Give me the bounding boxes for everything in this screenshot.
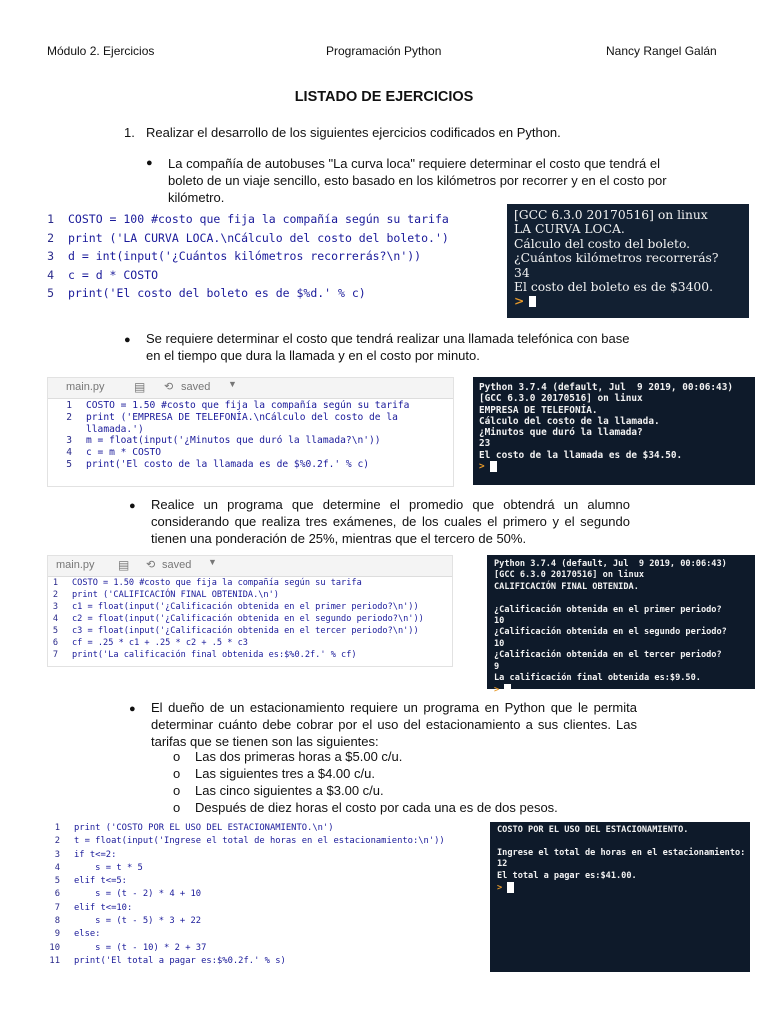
terminal-prompt-line[interactable] (479, 461, 755, 472)
line-number: 3 (54, 849, 60, 860)
cursor[interactable] (529, 296, 536, 307)
terminal-line: [GCC 6.3.0 20170516] on linux (514, 208, 708, 222)
code-text: c = m * COSTO (86, 447, 162, 459)
line-number: 10 (49, 942, 60, 953)
line-number: 7 (52, 650, 58, 660)
terminal-prompt-line[interactable] (497, 882, 750, 894)
code-line (44, 266, 484, 285)
code-line (48, 400, 448, 412)
code-text: COSTO = 1.50 #costo que fija la compañía según su tarifa (72, 578, 362, 588)
code-text: print ('COSTO POR EL USO DEL ESTACIONAMIENTO.\n') (74, 823, 334, 833)
terminal-line: ¿Minutos que duró la llamada? (479, 427, 643, 439)
code-line (48, 435, 448, 447)
terminal-line: Cálculo del costo de la llamada. (479, 415, 660, 427)
terminal-line (494, 593, 755, 604)
terminal-line: EMPRESA DE TELEFONÍA. (479, 404, 598, 416)
exercise-4-terminal (490, 822, 750, 972)
line-number: 1 (54, 823, 60, 833)
rates-list (173, 748, 558, 816)
code-line (44, 229, 484, 248)
code-line (44, 902, 474, 915)
code-text: print ('EMPRESA DE TELEFONÍA.\nCálculo del costo de la (86, 411, 398, 423)
terminal-prompt-line[interactable] (514, 294, 749, 308)
filename-tab[interactable]: main.py (66, 381, 105, 393)
terminal-line: Python 3.7.4 (default, Jul 9 2019, 00:06:43) (494, 559, 727, 569)
exercise-3-editor (47, 555, 453, 667)
filename-tab[interactable]: main.py (56, 559, 95, 571)
line-number: 6 (52, 638, 58, 648)
bullet-icon: ● (129, 703, 136, 715)
terminal-line: Python 3.7.4 (default, Jul 9 2019, 00:06:43) (479, 382, 733, 393)
code-text: c3 = float(input('¿Calificación obtenida en el tercer periodo?\n')) (72, 626, 419, 636)
code-line (48, 637, 452, 649)
prompt-icon: > (479, 461, 491, 473)
line-number: 6 (54, 889, 60, 900)
code-text: print ('CALIFICACIÓN FINAL OBTENIDA.\n') (72, 590, 279, 600)
code-text: else: (74, 929, 101, 940)
line-number: 9 (54, 929, 60, 940)
line-number: 5 (52, 626, 58, 636)
files-icon[interactable]: ▤ (134, 380, 146, 394)
code-line (48, 577, 452, 589)
terminal-line: 9 (494, 661, 500, 672)
code-text: COSTO = 1.50 #costo que fija la compañía según su tarifa (86, 400, 410, 411)
terminal-line: 12 (497, 859, 508, 870)
bullet-icon: ● (129, 500, 136, 512)
exercise-2-editor (47, 377, 454, 487)
line-number: 5 (47, 286, 54, 300)
exercise-3-terminal (487, 555, 755, 696)
header-course: Programación Python (326, 44, 442, 58)
code-text: print('El costo del boleto es de $%d.' % c) (68, 286, 366, 300)
exercise-3-code (48, 577, 452, 661)
code-line (44, 210, 484, 229)
code-line (48, 601, 452, 613)
item-number: 1. (124, 125, 135, 140)
terminal-line: COSTO POR EL USO DEL ESTACIONAMIENTO. (497, 825, 689, 835)
terminal-line: ¿Calificación obtenida en el primer periodo? (494, 604, 722, 615)
line-number: 3 (47, 249, 54, 263)
code-text: elif t<=10: (74, 902, 133, 913)
files-icon[interactable]: ▤ (118, 558, 130, 572)
exercise-1-code (44, 210, 484, 306)
code-line (44, 888, 474, 901)
line-number: 3 (52, 602, 58, 612)
exercise-2-text: Se requiere determinar el costo que tendrá realizar una llamada telefónica con base en el tiempo que dura la llamada y en el costo por minuto. (146, 331, 630, 363)
saved-status: saved (162, 559, 192, 571)
terminal-line: Cálculo del costo del boleto. (514, 236, 691, 251)
code-line (44, 849, 474, 862)
line-number: 4 (66, 447, 72, 459)
terminal-line (497, 836, 750, 847)
exercise-1-text: La compañía de autobuses "La curva loca" requiere determinar el costo que tendrá el boleto de un viaje sencillo, esto basado en los kilómetros por recorrer y en el costo por kilómetro. (168, 156, 667, 205)
chevron-down-icon[interactable]: ▼ (228, 379, 237, 389)
code-line (44, 822, 474, 835)
code-line (44, 247, 484, 266)
terminal-line: 10 (494, 638, 505, 649)
page-title: LISTADO DE EJERCICIOS (294, 89, 474, 105)
terminal-prompt-line[interactable] (494, 684, 755, 696)
code-text: elif t<=5: (74, 876, 127, 887)
bullet-icon: ● (124, 334, 131, 346)
code-line (48, 412, 448, 424)
line-number: 1 (52, 578, 58, 588)
cursor[interactable] (507, 882, 514, 893)
code-line (44, 875, 474, 888)
code-text: llamada.') (86, 423, 144, 435)
code-text: s = (t - 5) * 3 + 22 (74, 916, 202, 927)
code-text: m = float(input('¿Minutos que duró la llamada?\n')) (86, 435, 381, 447)
terminal-line: [GCC 6.3.0 20170516] on linux (479, 393, 643, 405)
rate-item: o Después de diez horas el costo por cada una es de dos pesos. (173, 800, 558, 815)
line-number: 3 (66, 435, 72, 447)
terminal-line: ¿Calificación obtenida en el segundo periodo? (494, 627, 727, 638)
rate-item: o Las siguientes tres a $4.00 c/u. (173, 766, 375, 781)
code-line (48, 613, 452, 625)
code-text: print('La calificación final obtenida es:$%0.2f.' % cf) (72, 650, 357, 660)
terminal-line: 23 (479, 438, 491, 450)
code-line (44, 955, 474, 968)
code-line (44, 915, 474, 928)
exercise-4-text: El dueño de un estacionamiento requiere un programa en Python que le permita determinar cuánto debe cobrar por el uso del estacionamiento a sus clientes. Las tarifas que se tienen son las siguientes: (151, 700, 637, 749)
line-number: 4 (52, 614, 58, 624)
code-text: d = int(input('¿Cuántos kilómetros recorrerás?\n')) (68, 249, 422, 263)
code-line (48, 447, 448, 459)
editor-toolbar (48, 378, 453, 399)
terminal-line: 10 (494, 616, 505, 627)
terminal-line: El total a pagar es:$41.00. (497, 870, 637, 881)
terminal-line: ¿Calificación obtenida en el tercer periodo? (494, 650, 722, 661)
line-number: 7 (54, 902, 60, 913)
terminal-line: La calificación final obtenida es:$9.50. (494, 673, 701, 684)
header-author: Nancy Rangel Galán (606, 44, 717, 58)
bullet-icon: ● (146, 157, 153, 169)
terminal-line: El costo del boleto es de $3400. (514, 280, 713, 295)
code-line (44, 928, 474, 941)
prompt-icon: > (514, 293, 529, 309)
history-icon: ⟲ (146, 559, 156, 571)
terminal-line: [GCC 6.3.0 20170516] on linux (494, 570, 645, 581)
history-icon: ⟲ (164, 381, 174, 393)
chevron-down-icon[interactable]: ▼ (208, 557, 217, 567)
prompt-icon: > (497, 883, 508, 894)
terminal-line: Ingrese el total de horas en el estacionamiento: (497, 847, 746, 858)
line-number: 2 (54, 836, 60, 847)
code-text: print('El costo de la llamada es de $%0.2f.' % c) (86, 458, 370, 470)
line-number: 5 (54, 876, 60, 887)
code-text: c = d * COSTO (68, 267, 159, 282)
code-line (44, 942, 474, 955)
code-text: s = (t - 2) * 4 + 10 (74, 889, 202, 900)
code-text: s = (t - 10) * 2 + 37 (74, 942, 207, 953)
exercise-3-text: Realice un programa que determine el promedio que obtendrá un alumno considerando que realiza tres exámenes, de los cuales el primero y el segundo tienen una ponderación de 25%, mientras que el tercero de 50%. (151, 497, 630, 546)
item-text: Realizar el desarrollo de los siguientes ejercicios codificados en Python. (146, 125, 561, 140)
code-text: print('El total a pagar es:$%0.2f.' % s) (74, 955, 286, 966)
line-number: 8 (54, 916, 60, 927)
code-text: c2 = float(input('¿Calificación obtenida en el segundo periodo?\n')) (72, 614, 424, 624)
terminal-line: 34 (514, 265, 530, 280)
terminal-line: LA CURVA LOCA. (514, 222, 625, 237)
line-number: 2 (66, 411, 72, 423)
cursor[interactable] (504, 684, 511, 695)
code-line (44, 862, 474, 875)
terminal-line: El costo de la llamada es de $34.50. (479, 449, 683, 461)
header-module: Módulo 2. Ejercicios (47, 44, 155, 58)
exercise-2-code (48, 400, 448, 471)
line-number: 5 (66, 458, 72, 470)
code-line (44, 835, 474, 848)
exercise-1-terminal (507, 204, 749, 318)
saved-status: saved (181, 381, 211, 393)
line-number: 4 (47, 267, 54, 282)
code-text: cf = .25 * c1 + .25 * c2 + .5 * c3 (72, 638, 248, 648)
rate-item: o Las cinco siguientes a $3.00 c/u. (173, 783, 384, 798)
terminal-line: CALIFICACIÓN FINAL OBTENIDA. (494, 581, 639, 592)
line-number: 2 (52, 590, 58, 600)
code-line (48, 589, 452, 601)
terminal-line: ¿Cuántos kilómetros recorrerás? (514, 251, 719, 266)
line-number: 1 (47, 212, 54, 226)
prompt-icon: > (494, 685, 505, 696)
rate-item: o Las dos primeras horas a $5.00 c/u. (173, 749, 403, 764)
code-line (48, 649, 452, 661)
code-line (48, 424, 448, 436)
code-line (44, 284, 484, 303)
code-line (48, 459, 448, 471)
code-text: if t<=2: (74, 849, 117, 860)
code-text: COSTO = 100 #costo que fija la compañía según su tarifa (68, 212, 449, 226)
code-text: s = t * 5 (74, 862, 143, 873)
cursor[interactable] (490, 461, 497, 472)
line-number: 2 (47, 230, 54, 245)
exercise-2-terminal (473, 377, 755, 485)
line-number: 11 (49, 955, 60, 966)
editor-toolbar (48, 556, 452, 577)
code-text: t = float(input('Ingrese el total de horas en el estacionamiento:\n')) (74, 836, 445, 847)
line-number: 4 (54, 862, 60, 873)
line-number: 1 (66, 400, 72, 411)
code-line (48, 625, 452, 637)
exercise-4-code (44, 822, 474, 972)
code-text: print ('LA CURVA LOCA.\nCálculo del costo del boleto.') (68, 230, 449, 245)
code-text: c1 = float(input('¿Calificación obtenida en el primer periodo?\n')) (72, 602, 419, 612)
